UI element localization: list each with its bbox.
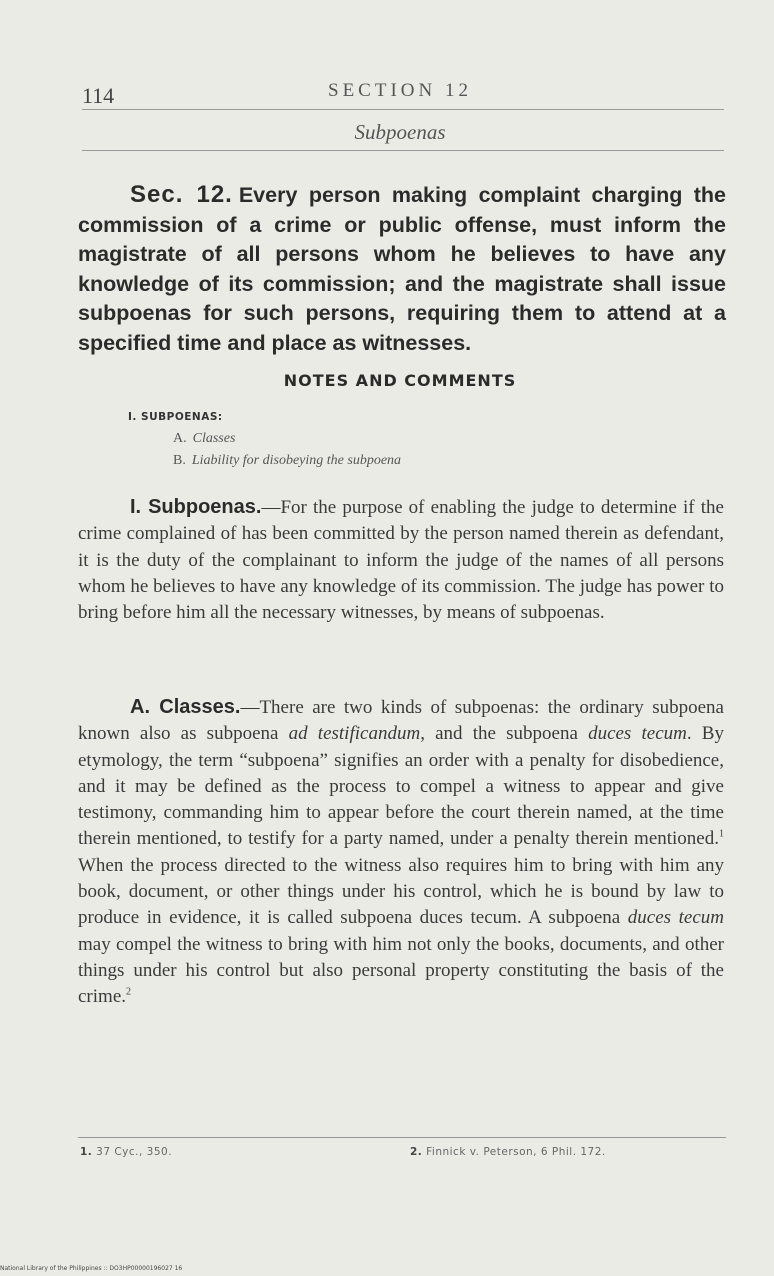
- outline-item-label: B.: [173, 453, 186, 468]
- outline-item-liability: [173, 453, 401, 469]
- outline-item-text: Classes: [192, 431, 236, 446]
- subtitle-rule: [82, 150, 724, 151]
- footnote-number: 2.: [410, 1146, 423, 1158]
- statute-text: Every person making complaint charging the commission of a crime or public offense, must inform the magistrate of all persons whom he believes to have any knowledge of its commission; and the magistrate shall issue subpoenas for such persons, requiring them to attend at a specified time and place as witnesses.: [78, 183, 726, 355]
- latin-term: ad testificandum: [288, 723, 421, 745]
- scan-credit: National Library of the Philippines :: DO3HP00000196027 16: [0, 1265, 183, 1272]
- footnote-number: 1.: [80, 1146, 93, 1158]
- footnote-1: [80, 1146, 172, 1158]
- latin-term: duces tecum: [627, 907, 724, 929]
- section-title: SECTION 12: [328, 80, 472, 101]
- paragraph-text: may compel the witness to bring with him not only the books, documents, and other things under his control but also personal property constituting the basis of the crime.: [78, 933, 724, 1008]
- paragraph-heading: A. Classes.: [130, 696, 241, 718]
- latin-term: duces tecum: [588, 723, 687, 745]
- paragraph-text: , and the subpoena: [420, 723, 589, 745]
- footnote-text: Finnick v. Peterson, 6 Phil. 172.: [426, 1146, 606, 1158]
- footnote-rule: [78, 1137, 726, 1138]
- outline-title: I. SUBPOENAS:: [128, 411, 223, 423]
- footnote-ref: 2: [126, 986, 132, 998]
- paragraph-text: . By etymology, the term “subpoena” signifies an order with a penalty for disobedience, and it may be defined as the process to compel a witness to appear and give testimony, commanding him to appear before the court therein named, at the time therein mentioned, to testify for a party named, under a penalty therein mentioned.: [78, 723, 724, 850]
- outline-item-label: A.: [173, 431, 187, 446]
- footnote-text: 37 Cyc., 350.: [96, 1146, 173, 1158]
- paragraph-text: —There are two kinds of subpoenas: the ordinary subpoena known also as subpoena: [78, 697, 724, 745]
- paragraph-text: When the process directed to the witness also requires him to bring with him any book, document, or other things under his control, which he is bound by law to produce in evidence, it is called subpoena duces tecum. A subpoena: [78, 854, 724, 929]
- header-rule: [82, 109, 724, 110]
- outline-item-text: Liability for disobeying the subpoena: [191, 453, 402, 468]
- paragraph-subpoenas: [78, 494, 724, 626]
- notes-heading: NOTES AND COMMENTS: [283, 371, 517, 390]
- statute-section-label: Sec. 12.: [130, 181, 233, 208]
- outline-item-classes: [173, 431, 235, 447]
- section-subtitle: Subpoenas: [354, 120, 446, 144]
- paragraph-classes: [78, 694, 724, 1011]
- footnote-2: [410, 1146, 606, 1158]
- paragraph-heading: I. Subpoenas.: [130, 496, 262, 518]
- footnote-ref: 1: [719, 829, 724, 841]
- page-number: 114: [82, 83, 115, 108]
- statute-text-block: [78, 180, 726, 358]
- paragraph-text: —For the purpose of enabling the judge to determine if the crime complained of has been committed by the person named therein as defendant, it is the duty of the complainant to inform the judge of the names of all persons whom he believes to have any knowledge of its commission. The judge has power to bring before him all the necessary witnesses, by means of subpoenas.: [78, 497, 724, 624]
